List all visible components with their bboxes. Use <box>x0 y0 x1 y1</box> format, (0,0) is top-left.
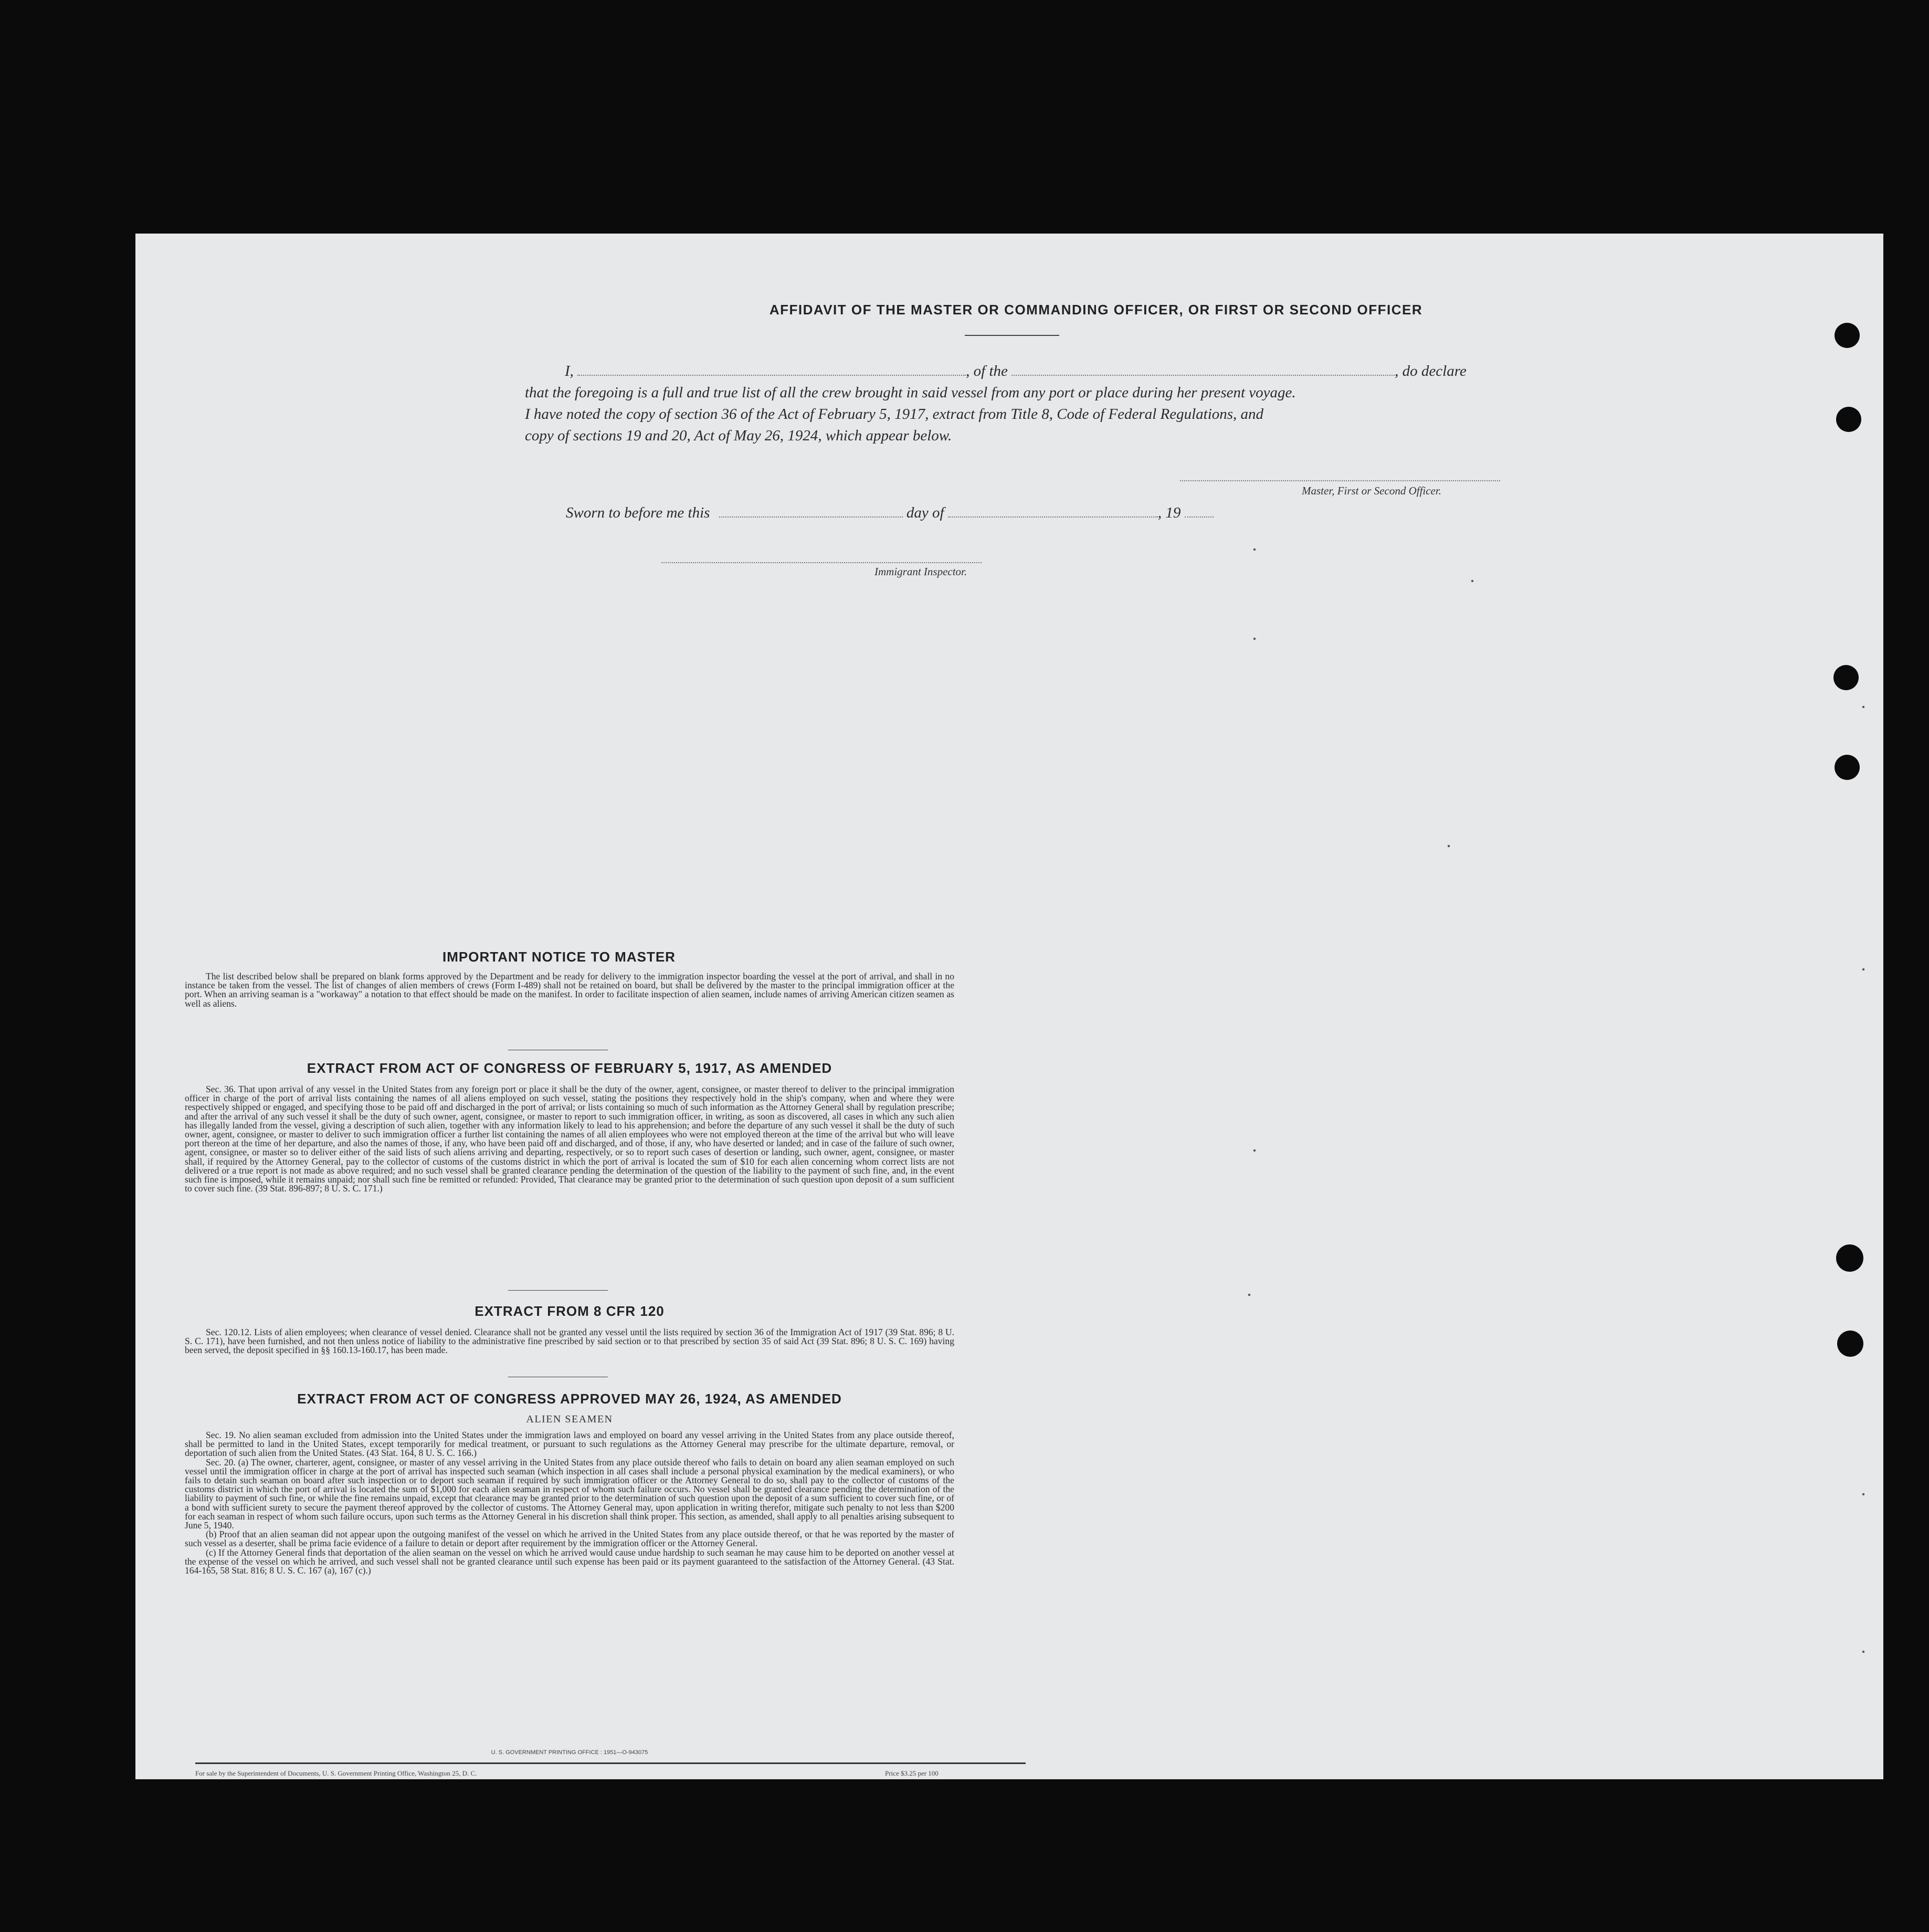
vessel-name-field[interactable] <box>1011 363 1395 376</box>
master-signature-label: Master, First or Second Officer. <box>1302 484 1441 497</box>
for-sale-notice: For sale by the Superintendent of Documents, U. S. Government Printing Office, Washington 25, D. C. <box>195 1769 477 1777</box>
sworn-day-label: day of <box>906 504 944 521</box>
sworn-day-field[interactable] <box>719 505 903 518</box>
extract-1917-text <box>185 1085 954 1193</box>
section-19-paragraph: Sec. 19. No alien seaman excluded from admission into the United States under the immigration laws and employed on board any vessel arriving in the United States from any place outside thereof, shall be permitted to land in the United States, except temporarily for medical treatment, or pursuant to such regulations as the Attorney General may prescribe for the ultimate departure, removal, or deportation of such alien from the United States. (43 Stat. 164, 8 U. S. C. 166.) <box>185 1430 954 1459</box>
inspector-signature-label: Immigrant Inspector. <box>874 565 967 578</box>
notice-heading: IMPORTANT NOTICE TO MASTER <box>442 949 676 965</box>
speck <box>1448 845 1450 847</box>
title-underline <box>965 335 1059 336</box>
printing-office-imprint: U. S. GOVERNMENT PRINTING OFFICE : 1951—O-943075 <box>491 1749 648 1756</box>
divider-2 <box>508 1290 608 1291</box>
declaration-line-4: copy of sections 19 and 20, Act of May 26, 1924, which appear below. <box>525 427 952 444</box>
declaration-line-1 <box>565 363 1467 380</box>
extract-cfr-text <box>185 1328 954 1355</box>
punch-hole <box>1836 407 1861 432</box>
speck <box>1862 706 1864 708</box>
punch-hole <box>1837 1907 1862 1932</box>
affidavit-title: AFFIDAVIT OF THE MASTER OR COMMANDING OFFICER, OR FIRST OR SECOND OFFICER <box>769 302 1423 318</box>
officer-name-field[interactable] <box>577 363 966 376</box>
section-36-paragraph: Sec. 36. That upon arrival of any vessel in the United States from any foreign port or place it shall be the duty of the owner, agent, consignee, or master thereof to deliver to the principal immigration officer in charge of the port of arrival lists containing the names of all aliens employed on such vessel, stating the positions they respectively hold in the ship's company, when and where they were respectively shipped or engaged, and specifying those to be paid off and discharged in the port of arrival; or lists containing so much of such information as the Attorney General shall by regulation prescribe; and after the arrival of any such vessel it shall be the duty of such owner, agent, consignee, or master to report to such immigration officer, in writing, as soon as discovered, all cases in which any such alien has illegally landed from the vessel, giving a description of such alien, together with any information likely to lead to his apprehension; and before the departure of any such vessel it shall be the duty of such owner, agent, consignee, or master to deliver to such immigration officer a further list containing the names of all alien employees who were not employed thereon at the time of the arrival but who will leave port thereon at the time of her departure, and also the names of those, if any, who have been paid off and discharged, and of those, if any, who have deserted or landed; and in case of the failure of such owner, agent, consignee, or master so to deliver either of the said lists of such aliens arriving and departing, respectively, or so to report such cases of desertion or landing, such owner, agent, consignee, or master shall, if required by the Attorney General, pay to the collector of customs of the customs district in which the port of arrival is located the sum of $10 for each alien concerning whom correct lists are not delivered or a true report is not made as above required; and no such vessel shall be granted clearance pending the determination of the question of the liability to the payment of such fine, and, in the event such fine is imposed, while it remains unpaid; nor shall such fine be remitted or refunded: Provided, That clearance may be granted prior to the determination of such question upon deposit of a sum sufficient to cover such fine. (39 Stat. 896-897; 8 U. S. C. 171.) <box>185 1084 954 1194</box>
sworn-prefix: Sworn to before me this <box>566 504 710 521</box>
price-notice: Price $3.25 per 100 <box>885 1769 939 1777</box>
extract-cfr-heading: EXTRACT FROM 8 CFR 120 <box>475 1303 665 1319</box>
punch-hole <box>1834 1810 1859 1835</box>
declaration-line-3: I have noted the copy of section 36 of the Act of February 5, 1917, extract from Title 8, Code of Federal Regulations, and <box>525 406 1264 423</box>
speck <box>1862 968 1864 970</box>
notice-paragraph: The list described below shall be prepared on blank forms approved by the Department and be ready for delivery to the immigration inspector boarding the vessel at the port of arrival, and shall in no instance be taken from the vessel. The list of changes of alien members of crews (Form I-489) shall not be retained on board, but shall be delivered by the master to the principal immigration officer at the port. When an arriving seaman is a "workaway" a notation to that effect should be made on the manifest. In order to facilitate inspection of alien seamen, include names of arriving American citizen seamen as well as aliens. <box>185 971 954 1009</box>
speck <box>1862 1493 1864 1495</box>
inspector-signature-field[interactable] <box>661 551 982 563</box>
speck <box>1253 638 1256 640</box>
form-sheet <box>135 234 1883 1779</box>
declaration-line-2: that the foregoing is a full and true list of all the crew brought in said vessel from any port or place during her present voyage. <box>525 384 1296 401</box>
section-20b-paragraph: (b) Proof that an alien seaman did not appear upon the outgoing manifest of the vessel on which he arrived in the United States from any place outside thereof, or that he was reported by the master of such vessel as a deserter, shall be prima facie evidence of a failure to detain or deport after requirement by the immigration officer or the Attorney General. <box>185 1529 954 1549</box>
notice-text <box>185 972 954 1008</box>
sworn-year-field[interactable] <box>1185 505 1214 518</box>
section-120-12-paragraph: Sec. 120.12. Lists of alien employees; when clearance of vessel denied. Clearance shall not be granted any vessel until the lists required by section 36 of the Immigration Act of 1917 (39 Stat. 896; 8 U. S. C. 171), have been furnished, and not then unless notice of liability to the administrative fine prescribed by said section or to that prescribed by section 35 of said Act (39 Stat. 896; 8 U. S. C. 169) having been served, the deposit specified in §§ 160.13-160.17, has been made. <box>185 1327 954 1356</box>
master-signature-field[interactable] <box>1180 469 1500 481</box>
declaration-declare: , do declare <box>1395 363 1467 379</box>
speck <box>1253 1149 1256 1152</box>
declaration-i: I, <box>565 363 574 379</box>
sworn-month-field[interactable] <box>948 505 1158 518</box>
punch-hole <box>1836 1244 1863 1272</box>
section-20c-paragraph: (c) If the Attorney General finds that deportation of the alien seaman on the vessel on which he arrived would cause undue hardship to such seaman he may cause him to be deported on another vessel at the expense of the vessel on which he arrived, and such vessel shall not be granted clearance until such expense has been paid or its payment guaranteed to the satisfaction of the Attorney General. (43 Stat. 164-165, 58 Stat. 816; 8 U. S. C. 167 (a), 167 (c).) <box>185 1547 954 1576</box>
sworn-year-label: , 19 <box>1157 504 1181 521</box>
speck <box>1253 548 1256 551</box>
extract-1924-heading: EXTRACT FROM ACT OF CONGRESS APPROVED MAY 26, 1924, AS AMENDED <box>297 1391 842 1407</box>
declaration-of-the: , of the <box>966 363 1008 379</box>
punch-hole <box>1837 1331 1863 1357</box>
extract-1924-text <box>185 1431 954 1575</box>
footer-rule <box>195 1762 1026 1764</box>
extract-1917-heading: EXTRACT FROM ACT OF CONGRESS OF FEBRUARY 5, 1917, AS AMENDED <box>307 1060 832 1076</box>
punch-hole <box>1835 323 1860 348</box>
alien-seamen-subheading: ALIEN SEAMEN <box>526 1413 613 1425</box>
sworn-line <box>566 504 1214 522</box>
speck <box>1471 580 1473 582</box>
punch-hole <box>1833 665 1859 690</box>
section-20a-paragraph: Sec. 20. (a) The owner, charterer, agent, consignee, or master of any vessel arriving in the United States from any place outside thereof who fails to detain on board any alien seaman employed on such vessel until the immigration officer in charge at the port of arrival has inspected such seaman (which inspection in all cases shall include a personal physical examination by the medical examiners), or who fails to detain such seaman on board after such inspection or to deport such seaman if required by such immigration officer or the Attorney General to do so, shall pay to the collector of customs of the customs district in which the port of arrival is located the sum of $1,000 for each alien seaman in respect of whom such failure occurs. No vessel shall be granted clearance pending the determination of the liability to payment of such fine, or while the fine remains unpaid, except that clearance may be granted prior to the determination of such question upon the deposit of a sum sufficient to cover such fine, or of a bond with sufficient surety to secure the payment thereof approved by the collector of customs. The Attorney General may, upon application in writing therefor, mitigate such penalty to not less than $200 for each seaman in respect of whom such failure occurs, upon such terms as the Attorney General in his discretion shall think proper. This section, as amended, shall apply to all penalties arising subsequent to June 5, 1940. <box>185 1456 954 1531</box>
speck <box>1862 1651 1864 1653</box>
speck <box>1248 1294 1250 1296</box>
punch-hole <box>1835 755 1860 780</box>
